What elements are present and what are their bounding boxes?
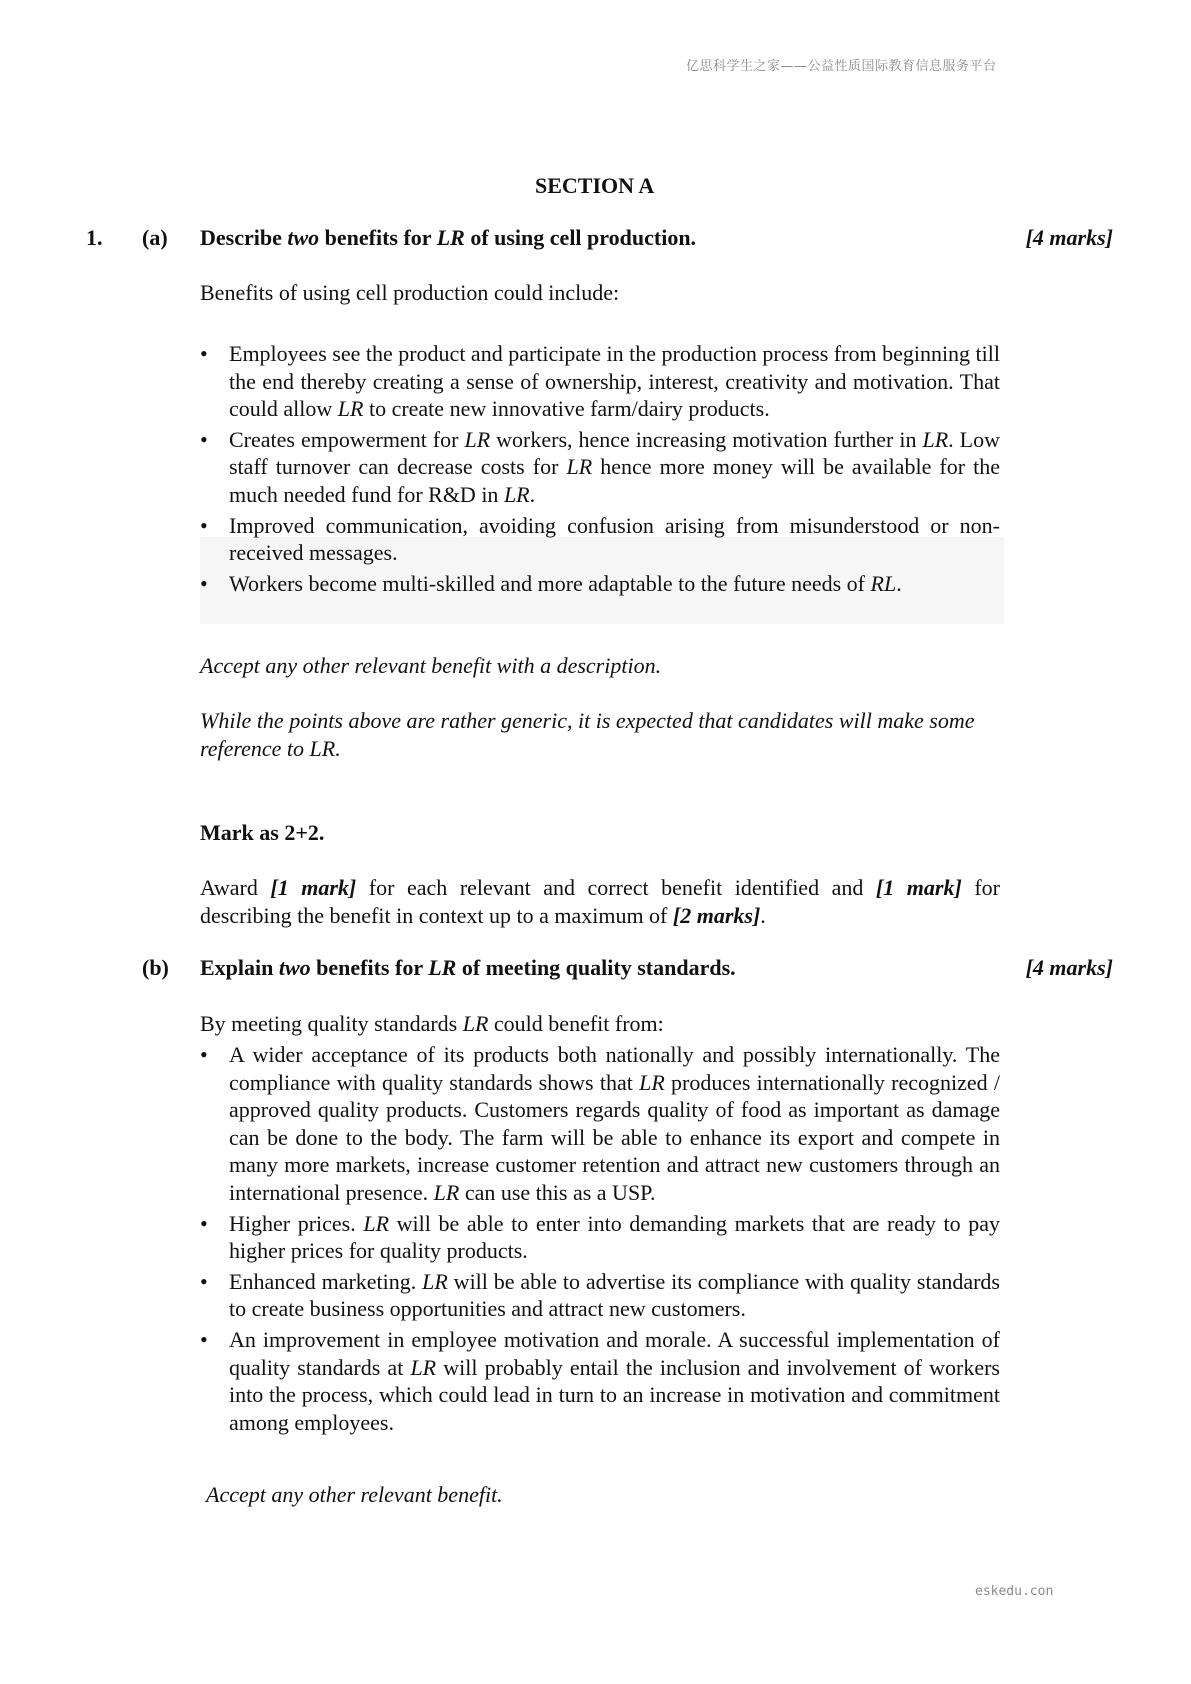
part-a-question: Describe two benefits for LR of using cell production. bbox=[200, 225, 697, 250]
part-a-award-text: Award [1 mark] for each relevant and correct benefit identified and [1 mark] for describing the benefit in context up to a maximum of [2 marks]. bbox=[200, 875, 1000, 928]
list-item: • Improved communication, avoiding confusion arising from misunderstood or non-received messages. bbox=[200, 512, 1000, 567]
header-watermark: 亿思科学生之家——公益性质国际教育信息服务平台 bbox=[686, 59, 997, 74]
part-a-marks: [4 marks] bbox=[1025, 225, 1113, 250]
list-item: • Employees see the product and participate in the production process from beginning till the end thereby creating a sense of ownership, interest, creativity and motivation. That could allow LR to create new innovative farm/dairy products. bbox=[200, 340, 1000, 423]
list-item: • Workers become multi-skilled and more adaptable to the future needs of RL. bbox=[200, 570, 1000, 598]
part-b-label: (b) bbox=[142, 955, 169, 980]
part-b-marks: [4 marks] bbox=[1025, 955, 1113, 980]
list-item: • Higher prices. LR will be able to enter into demanding markets that are ready to pay higher prices for quality products. bbox=[200, 1210, 1000, 1265]
part-a-label: (a) bbox=[142, 225, 168, 250]
footer-site: eskedu.con bbox=[975, 1584, 1054, 1599]
list-item: • An improvement in employee motivation and morale. A successful implementation of quality standards at LR will probably entail the inclusion and involvement of workers into the process, which could lead in turn to an increase in motivation and commitment among employees. bbox=[200, 1326, 1000, 1436]
part-a-intro: Benefits of using cell production could include: bbox=[200, 280, 620, 305]
question-number: 1. bbox=[86, 225, 103, 250]
section-title: SECTION A bbox=[535, 173, 655, 198]
list-item: • A wider acceptance of its products both nationally and possibly internationally. The compliance with quality standards shows that LR produces internationally recognized / approved quality products. Customers regards quality of food as important as damage can be done to the body. The farm will be able to enhance its export and compete in many more markets, increase customer retention and attract new customers through an international presence. LR can use this as a USP. bbox=[200, 1041, 1000, 1207]
part-a-generic-note: While the points above are rather generic, it is expected that candidates will make some reference to LR. bbox=[200, 708, 975, 761]
part-a-mark-scheme: Mark as 2+2. bbox=[200, 820, 325, 845]
part-b-question: Explain two benefits for LR of meeting quality standards. bbox=[200, 955, 736, 980]
list-item: • Creates empowerment for LR workers, hence increasing motivation further in LR. Low staff turnover can decrease costs for LR hence more money will be available for the much needed fund for R&D in LR. bbox=[200, 426, 1000, 509]
part-b-benefits-list bbox=[200, 1041, 1000, 1439]
part-b-intro: By meeting quality standards LR could benefit from: bbox=[200, 1011, 664, 1036]
part-b-accept-note: Accept any other relevant benefit. bbox=[206, 1482, 503, 1507]
part-a-benefits-list bbox=[200, 340, 1000, 600]
list-item: • Enhanced marketing. LR will be able to advertise its compliance with quality standards to create business opportunities and attract new customers. bbox=[200, 1268, 1000, 1323]
part-a-accept-note: Accept any other relevant benefit with a description. bbox=[200, 653, 662, 678]
